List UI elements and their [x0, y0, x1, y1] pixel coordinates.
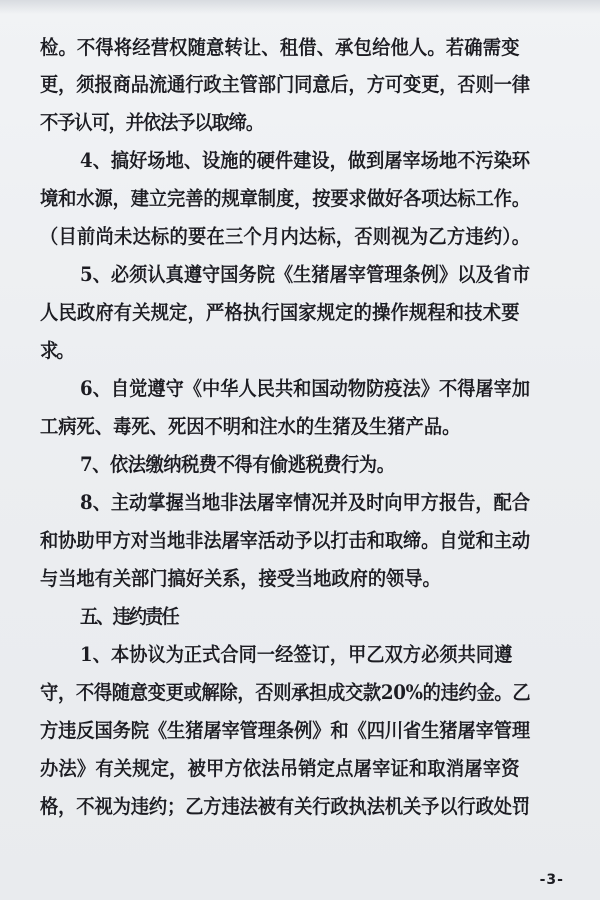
text-line: 格，不视为违约；乙方违法被有关行政执法机关予以行政处罚	[40, 795, 531, 818]
text-line: 7、依法缴纳税费不得有偷逃税费行为。	[80, 453, 395, 476]
text-line: 与当地有关部门搞好关系，接受当地政府的领导。	[40, 567, 441, 590]
text-line: 求。	[40, 339, 73, 362]
text-line: 和协助甲方对当地非法屠宰活动予以打击和取缔。自觉和主动	[40, 529, 531, 552]
text-line: 5、必须认真遵守国务院《生猪屠宰管理条例》以及省市	[80, 263, 531, 286]
text-line: 检。不得将经营权随意转让、租借、承包给他人。若确需变	[40, 36, 520, 59]
text-line: 4、搞好场地、设施的硬件建设，做到屠宰场地不污染环	[80, 149, 531, 172]
text-line: 6、自觉遵守《中华人民共和国动物防疫法》不得屠宰加	[80, 377, 531, 400]
text-line: 办法》有关规定，被甲方依法吊销定点屠宰证和取消屠宰资	[40, 757, 520, 780]
text-line: 境和水源，建立完善的规章制度，按要求做好各项达标工作。	[40, 187, 531, 210]
text-line: （目前尚未达标的要在三个月内达标，否则视为乙方违约）。	[40, 225, 531, 248]
text-line: 人民政府有关规定，严格执行国家规定的操作规程和技术要	[40, 301, 520, 324]
text-line: 更，须报商品流通行政主管部门同意后，方可变更，否则一律	[40, 73, 531, 96]
text-line: 工病死、毒死、死因不明和注水的生猪及生猪产品。	[40, 415, 461, 438]
text-line: 8、主动掌握当地非法屠宰情况并及时向甲方报告，配合	[80, 491, 531, 514]
text-line: 守，不得随意变更或解除，否则承担成交款20%的违约金。乙	[40, 681, 531, 704]
page-number: -3-	[539, 872, 564, 888]
section-heading: 五、违约责任	[80, 605, 178, 628]
text-line: 方违反国务院《生猪屠宰管理条例》和《四川省生猪屠宰管理	[40, 719, 531, 742]
text-line: 1、本协议为正式合同一经签订，甲乙双方必须共同遵	[80, 643, 513, 666]
text-line: 不予认可，并依法予以取缔。	[40, 111, 263, 134]
